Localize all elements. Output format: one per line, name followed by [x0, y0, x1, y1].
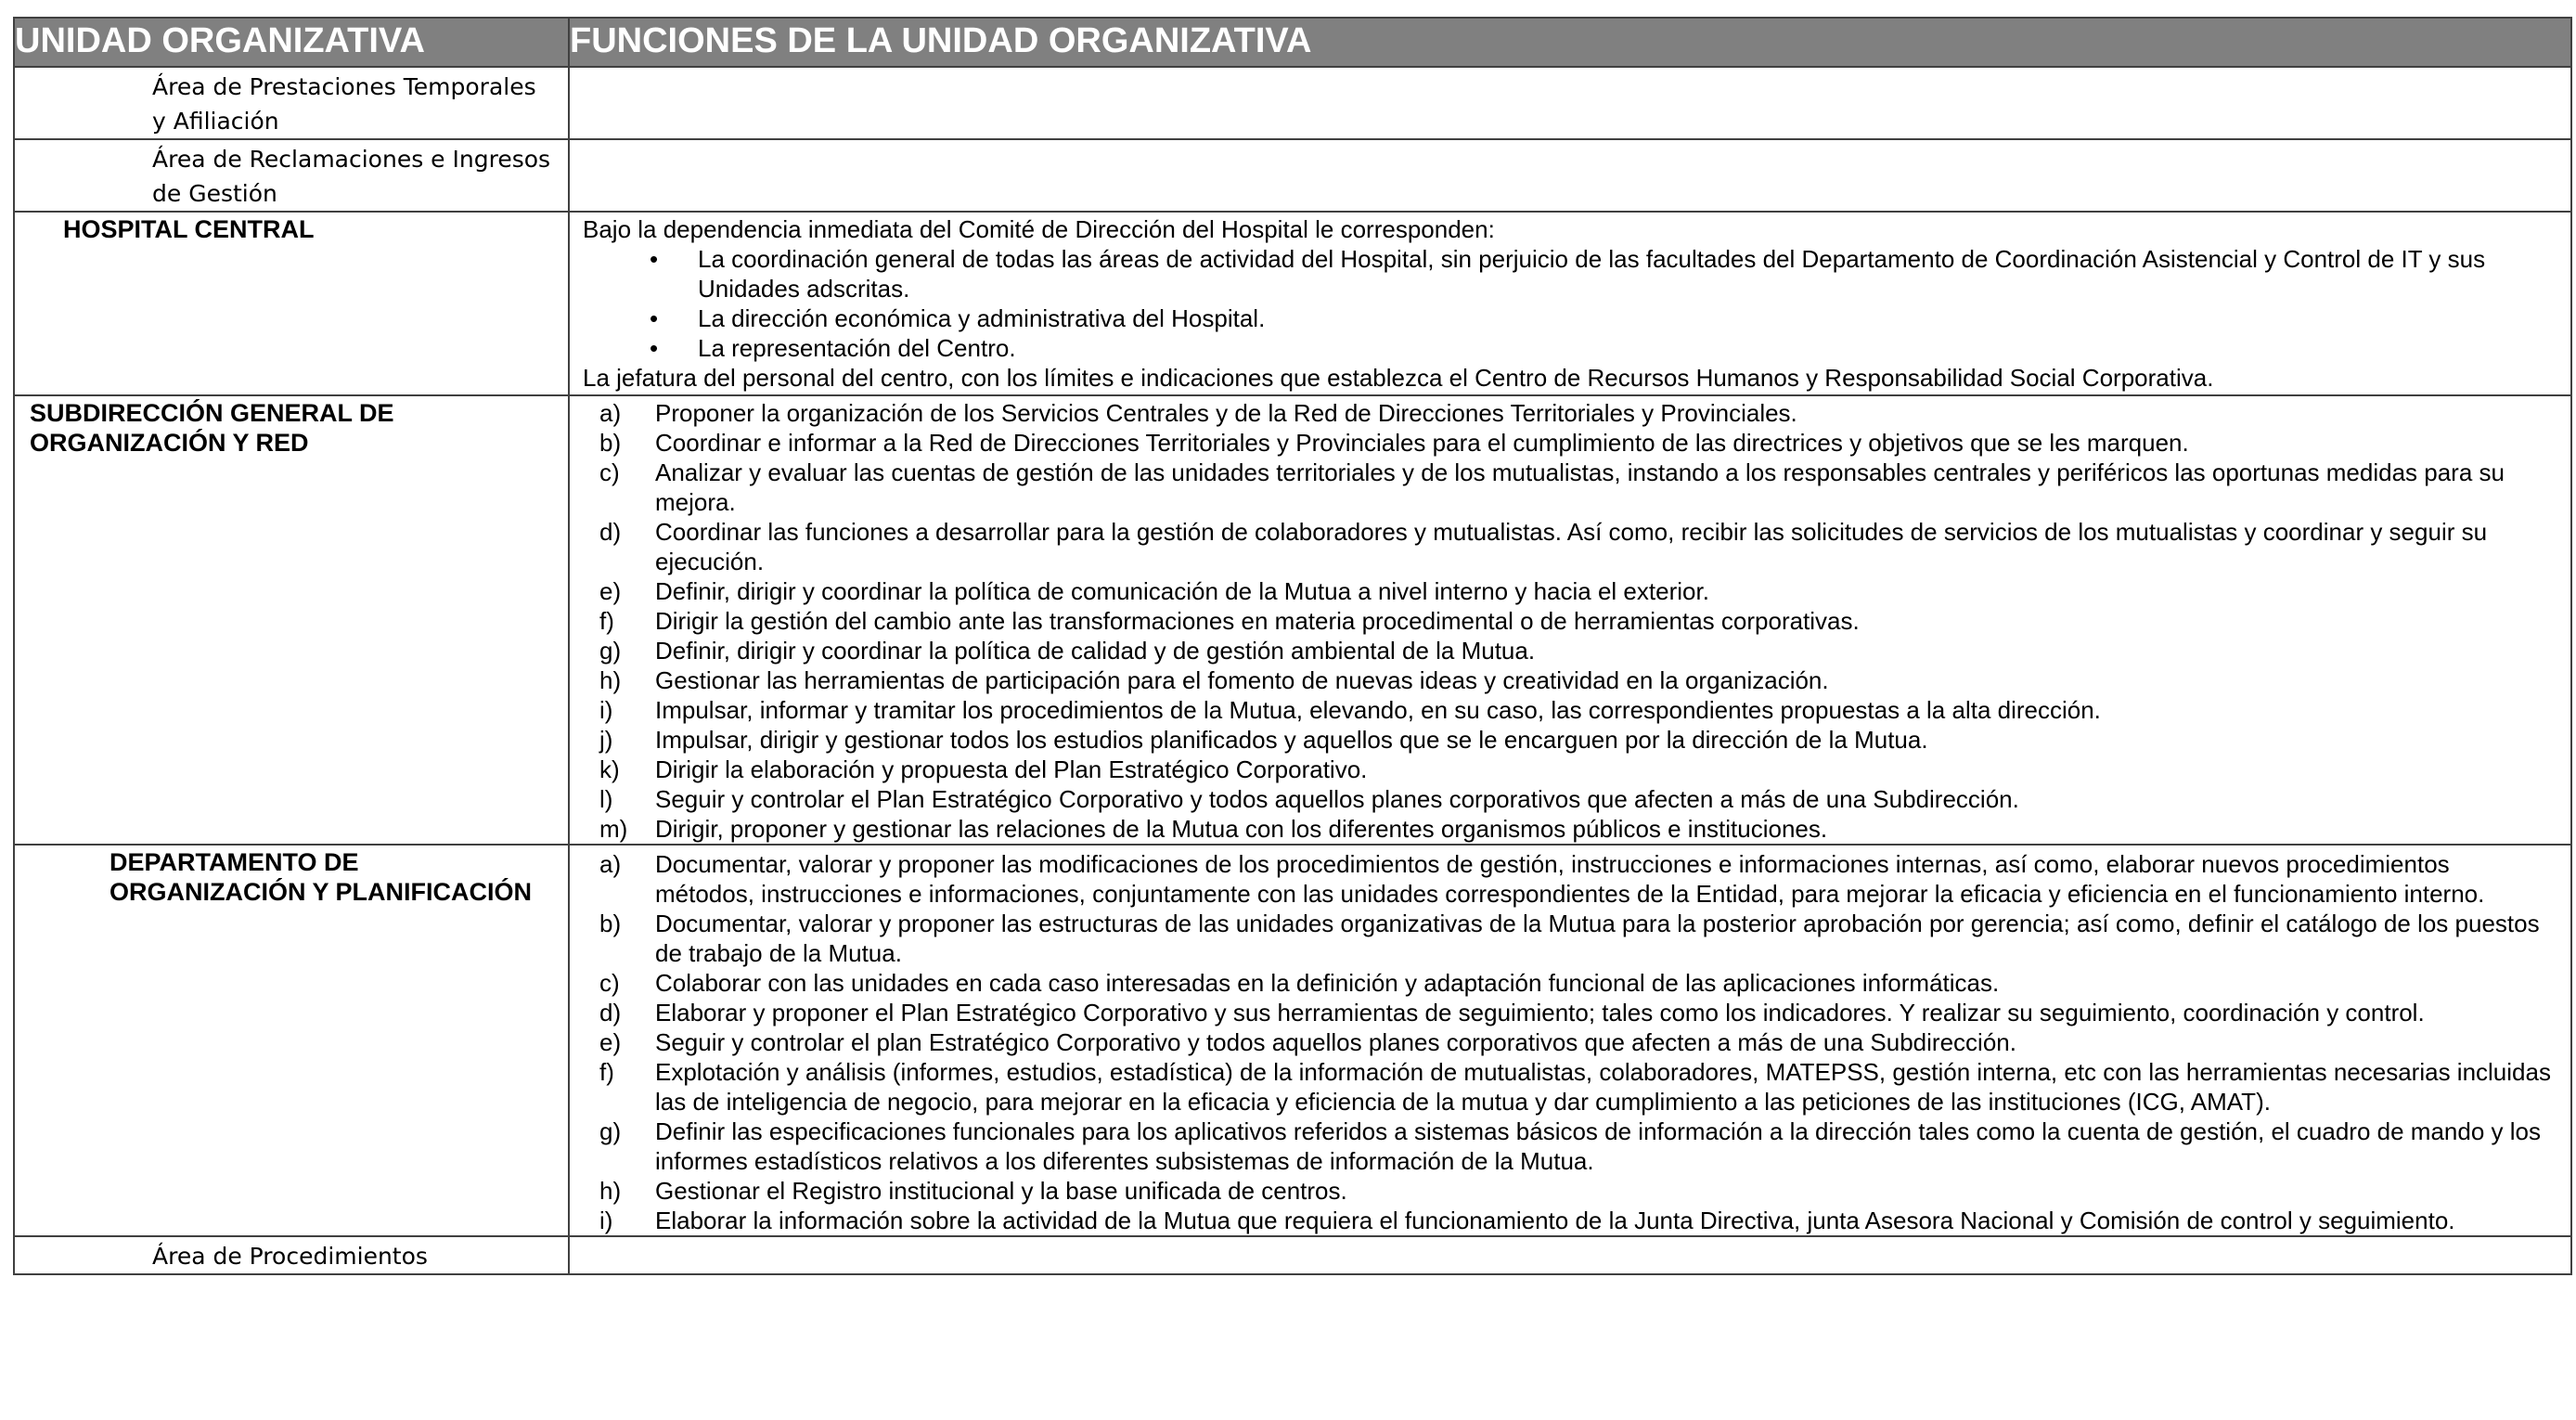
unit-name-line: SUBDIRECCIÓN GENERAL DE: [30, 399, 394, 427]
item-text: Definir, dirigir y coordinar la política de comunicación de la Mutua a nivel interno y hacia el exterior.: [655, 577, 1709, 605]
function-item: [599, 849, 2552, 909]
item-text: Coordinar las funciones a desarrollar para la gestión de colaboradores y mutualistas. Así como, recibir las solicitudes de servicios de los mutualistas y coordinar y seguir su ejecución.: [655, 518, 2488, 575]
unit-departamento-organizacion-planificacion: [14, 845, 569, 1236]
function-item: [599, 1117, 2552, 1176]
function-item: [599, 636, 2552, 665]
item-letter: e): [599, 577, 622, 605]
function-item: [599, 968, 2552, 998]
item-text: Seguir y controlar el plan Estratégico Corporativo y todos aquellos planes corporativos que afecten a más de una Subdirección.: [655, 1028, 2016, 1056]
item-letter: l): [599, 785, 613, 813]
table-row: [14, 212, 2571, 395]
functions-bullet-list: [583, 244, 2552, 363]
item-text: Documentar, valorar y proponer las estructuras de las unidades organizativas de la Mutua para la posterior aprobación por gerencia; así como, definir el catálogo de los puestos de trabajo de la Mutua.: [655, 910, 2540, 967]
table-row: [14, 139, 2571, 212]
item-letter: b): [599, 910, 622, 937]
functions-lettered-list: [570, 398, 2570, 844]
unit-area-procedimientos: [14, 1236, 569, 1274]
item-text: Colaborar con las unidades en cada caso interesadas en la definición y adaptación funcional de las aplicaciones informáticas.: [655, 969, 2000, 997]
item-text: Explotación y análisis (informes, estudios, estadística) de la información de mutualistas, colaboradores, MATEPSS, gestión interna, etc con las herramientas necesarias incluidas las de inteligencia de negocio, para mejorar en la eficacia y eficiencia de la mutua y dar cumplimiento a las peticiones de las instituciones (ICG, AMAT).: [655, 1058, 2551, 1116]
unit-name-line: HOSPITAL CENTRAL: [63, 215, 315, 243]
item-letter: f): [599, 607, 614, 635]
table-row: [14, 1236, 2571, 1274]
unit-name-line: de Gestión: [152, 180, 277, 207]
item-text: Elaborar la información sobre la actividad de la Mutua que requiera el funcionamiento de la Junta Directiva, junta Asesora Nacional y Comisión de control y seguimiento.: [655, 1207, 2455, 1234]
function-item: [599, 428, 2552, 458]
functions-departamento: [569, 845, 2571, 1236]
table-row: [14, 67, 2571, 139]
function-item: [599, 606, 2552, 636]
function-item: [599, 1027, 2552, 1057]
functions-subdireccion: [569, 395, 2571, 845]
functions-cell-empty: [569, 67, 2571, 139]
item-letter: h): [599, 1177, 622, 1205]
function-item: [599, 1057, 2552, 1117]
item-letter: e): [599, 1028, 622, 1056]
functions-lettered-list: [570, 849, 2570, 1235]
function-item: [599, 517, 2552, 576]
table-header-row: [14, 18, 2571, 67]
table-row: [14, 845, 2571, 1236]
table-row: [14, 395, 2571, 845]
function-item: [599, 1176, 2552, 1206]
header-funciones: FUNCIONES DE LA UNIDAD ORGANIZATIVA: [569, 18, 2571, 67]
item-letter: c): [599, 458, 620, 486]
list-item: • La dirección económica y administrativa del Hospital.: [650, 303, 2552, 333]
unit-area-prestaciones: [14, 67, 569, 139]
item-text: Elaborar y proponer el Plan Estratégico Corporativo y sus herramientas de seguimiento; tales como los indicadores. Y realizar su seguimiento, coordinación y control.: [655, 999, 2425, 1026]
function-item: [599, 398, 2552, 428]
function-item: [599, 695, 2552, 725]
item-text: Definir las especificaciones funcionales para los aplicativos referidos a sistemas básicos de información a la dirección tales como la cuenta de gestión, el cuadro de mando y los informes estadísticos relativos a los diferentes subsistemas de información de la Mutua.: [655, 1117, 2541, 1175]
unit-name-line: Área de Procedimientos: [152, 1243, 428, 1270]
item-letter: h): [599, 666, 622, 694]
item-text: Impulsar, informar y tramitar los procedimientos de la Mutua, elevando, en su caso, las correspondientes propuestas a la alta dirección.: [655, 696, 2101, 724]
item-text: Dirigir la gestión del cambio ante las transformaciones en materia procedimental o de herramientas corporativas.: [655, 607, 1860, 635]
function-item: [599, 814, 2552, 844]
functions-hospital-central: [569, 212, 2571, 395]
item-letter: k): [599, 755, 620, 783]
item-text: Documentar, valorar y proponer las modificaciones de los procedimientos de gestión, instrucciones e informaciones internas, así como, elaborar nuevos procedimientos métodos, instrucciones e informaciones, conjuntamente con las unidades correspondientes de la Entidad, para mejorar la eficacia y eficiencia en el funcionamiento interno.: [655, 850, 2485, 908]
unit-name-line: ORGANIZACIÓN Y RED: [30, 429, 309, 457]
function-item: [599, 909, 2552, 968]
item-letter: m): [599, 815, 628, 843]
function-item: [599, 1206, 2552, 1235]
list-item: • La coordinación general de todas las áreas de actividad del Hospital, sin perjuicio de las facultades del Departamento de Coordinación Asistencial y Control de IT y sus Unidades adscritas.: [650, 244, 2552, 303]
item-letter: g): [599, 637, 622, 665]
item-letter: c): [599, 969, 620, 997]
unit-name-line: DEPARTAMENTO DE: [109, 848, 359, 876]
function-item: [599, 755, 2552, 784]
unit-name-line: ORGANIZACIÓN Y PLANIFICACIÓN: [109, 878, 533, 906]
org-functions-table: [13, 17, 2572, 1275]
item-letter: a): [599, 850, 622, 878]
list-item: • La representación del Centro.: [650, 333, 2552, 363]
function-item: [599, 576, 2552, 606]
item-text: Dirigir, proponer y gestionar las relaciones de la Mutua con los diferentes organismos públicos e instituciones.: [655, 815, 1828, 843]
item-letter: g): [599, 1117, 622, 1145]
item-letter: j): [599, 726, 613, 754]
unit-name-line: Área de Reclamaciones e Ingresos: [152, 146, 551, 173]
item-text: Analizar y evaluar las cuentas de gestión de las unidades territoriales y de los mutualistas, instando a los responsables centrales y periféricos las oportunas medidas para su mejora.: [655, 458, 2505, 516]
item-text: Seguir y controlar el Plan Estratégico Corporativo y todos aquellos planes corporativos que afecten a más de una Subdirección.: [655, 785, 2019, 813]
unit-subdireccion-organizacion-red: [14, 395, 569, 845]
item-letter: d): [599, 999, 622, 1026]
item-text: Dirigir la elaboración y propuesta del Plan Estratégico Corporativo.: [655, 755, 1368, 783]
item-text: Gestionar el Registro institucional y la base unificada de centros.: [655, 1177, 1347, 1205]
item-text: Coordinar e informar a la Red de Direcciones Territoriales y Provinciales para el cumplimiento de las directrices y objetivos que se les marquen.: [655, 429, 2189, 457]
item-letter: f): [599, 1058, 614, 1086]
item-text: Definir, dirigir y coordinar la política de calidad y de gestión ambiental de la Mutua.: [655, 637, 1536, 665]
functions-closing: La jefatura del personal del centro, con los límites e indicaciones que establezca el Centro de Recursos Humanos y Responsabilidad Social Corporativa.: [583, 364, 2214, 392]
unit-area-reclamaciones: [14, 139, 569, 212]
item-letter: d): [599, 518, 622, 546]
item-text: Gestionar las herramientas de participación para el fomento de nuevas ideas y creatividad en la organización.: [655, 666, 1829, 694]
unit-hospital-central: [14, 212, 569, 395]
function-item: [599, 725, 2552, 755]
item-text: Proponer la organización de los Servicios Centrales y de la Red de Direcciones Territoriales y Provinciales.: [655, 399, 1797, 427]
unit-name-line: Área de Prestaciones Temporales: [152, 73, 536, 100]
functions-intro: Bajo la dependencia inmediata del Comité de Dirección del Hospital le corresponden:: [583, 215, 1495, 243]
function-item: [599, 784, 2552, 814]
functions-cell-empty: [569, 139, 2571, 212]
header-unidad-organizativa: UNIDAD ORGANIZATIVA: [14, 18, 569, 67]
item-letter: i): [599, 696, 613, 724]
item-text: Impulsar, dirigir y gestionar todos los estudios planificados y aquellos que se le encarguen por la dirección de la Mutua.: [655, 726, 1928, 754]
item-letter: b): [599, 429, 622, 457]
function-item: [599, 998, 2552, 1027]
item-letter: a): [599, 399, 622, 427]
function-item: [599, 665, 2552, 695]
item-letter: i): [599, 1207, 613, 1234]
unit-name-line: y Afiliación: [152, 108, 279, 135]
function-item: [599, 458, 2552, 517]
functions-cell-empty: [569, 1236, 2571, 1274]
